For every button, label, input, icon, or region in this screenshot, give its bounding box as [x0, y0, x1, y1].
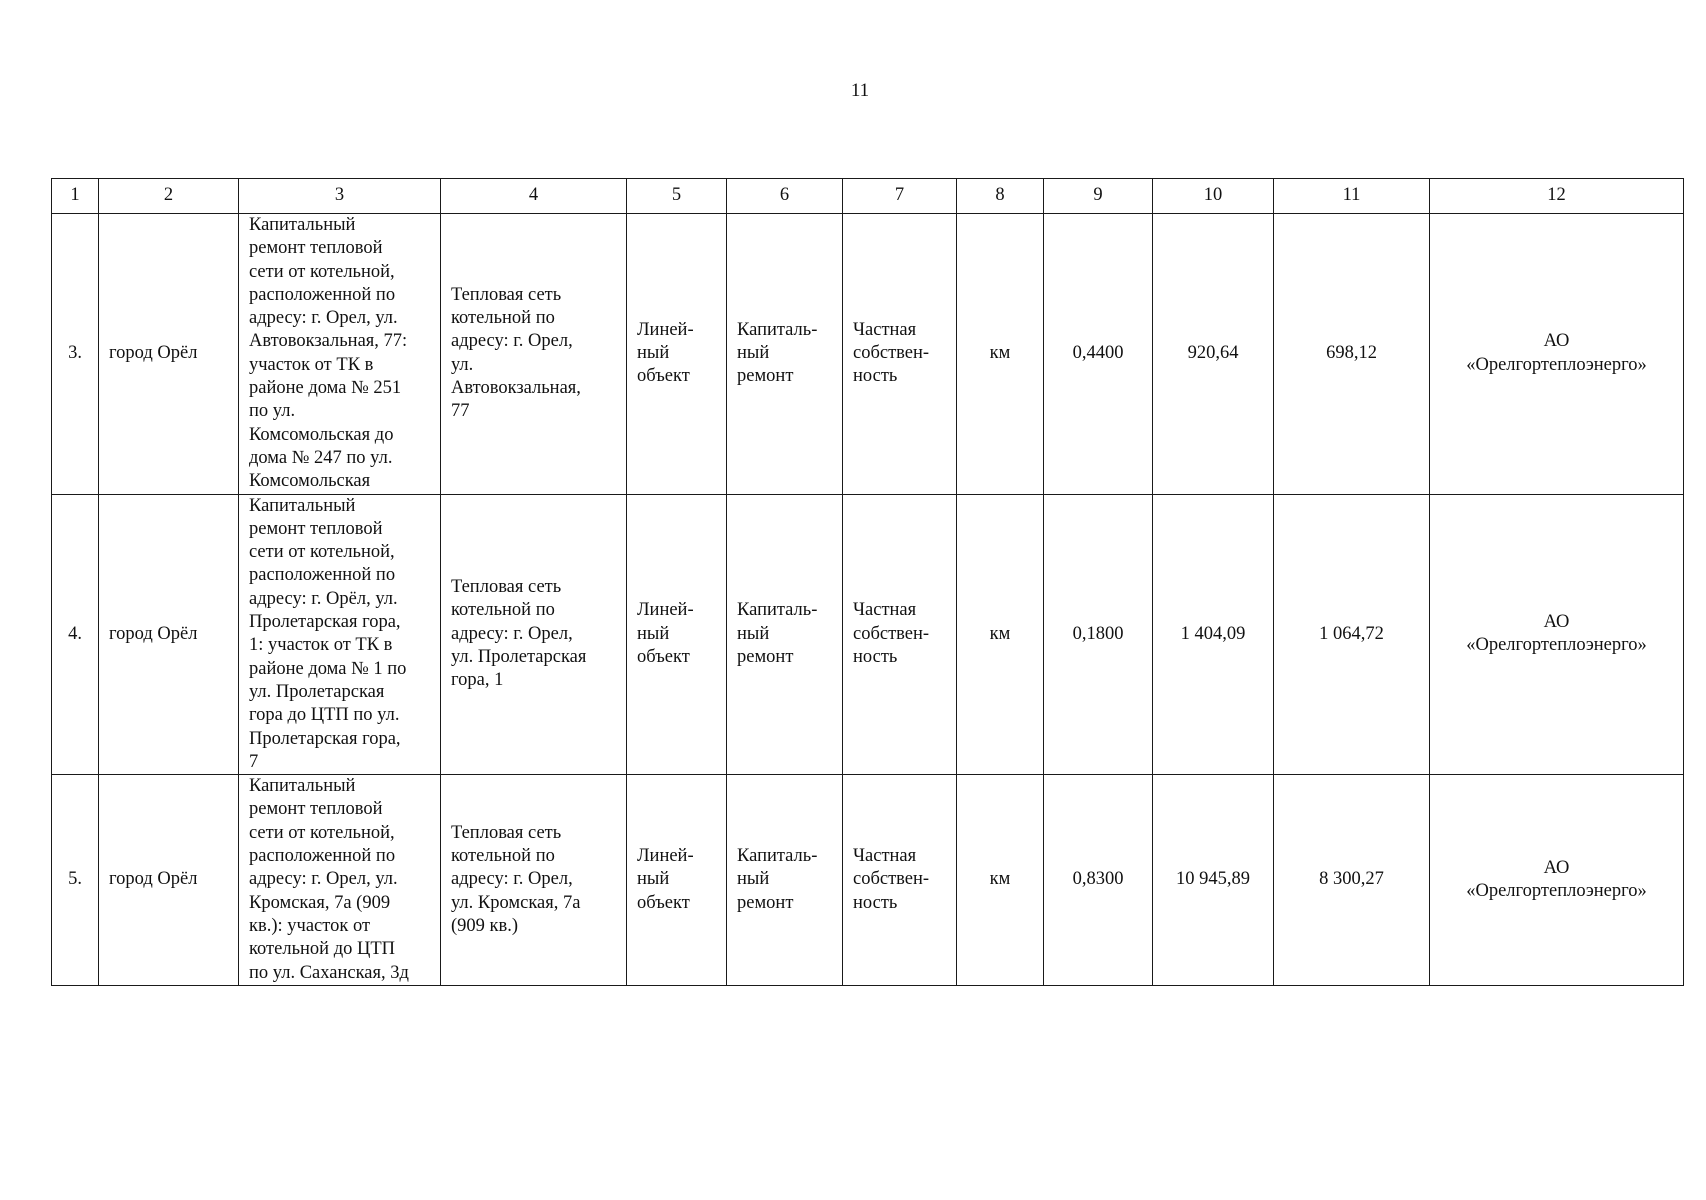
- work-description-line: гора до ЦТП по ул.: [249, 705, 400, 726]
- column-header: 9: [1044, 179, 1153, 214]
- work-description-line: Капитальный: [249, 495, 356, 516]
- object-line: котельной по: [451, 846, 555, 867]
- work-kind-cell: [727, 494, 843, 775]
- object-type-line: объект: [637, 892, 690, 913]
- object-line: ул. Кромская, 7а: [451, 892, 581, 913]
- work-description-line: расположенной по: [249, 284, 396, 305]
- work-kind-line: ремонт: [737, 892, 794, 913]
- work-kind-line: Капиталь-: [737, 846, 818, 867]
- ownership-line: ность: [853, 892, 898, 913]
- length-cell: 0,4400: [1044, 214, 1153, 495]
- cost-part-cell: 8 300,27: [1274, 775, 1430, 986]
- work-description-cell: [239, 494, 441, 775]
- cost-part-cell: 1 064,72: [1274, 494, 1430, 775]
- object-cell: [441, 775, 627, 986]
- object-line: ул. Пролетарская: [451, 646, 587, 667]
- organization-cell: [1430, 494, 1684, 775]
- work-description-line: 1: участок от ТК в: [249, 635, 393, 656]
- ownership-line: собствен-: [853, 869, 930, 890]
- work-description-line: ремонт тепловой: [249, 518, 383, 539]
- cost-part-cell: 698,12: [1274, 214, 1430, 495]
- work-description-line: Капитальный: [249, 215, 356, 235]
- work-description-line: Пролетарская гора,: [249, 728, 401, 749]
- organization-cell: [1430, 214, 1684, 495]
- object-line: адресу: г. Орел,: [451, 869, 573, 890]
- object-type-line: ный: [637, 869, 670, 890]
- work-description-line: адресу: г. Орел, ул.: [249, 308, 398, 329]
- city-cell: город Орёл: [99, 494, 239, 775]
- column-header: 12: [1430, 179, 1684, 214]
- work-kind-line: ремонт: [737, 646, 794, 667]
- column-header: 1: [52, 179, 99, 214]
- object-type-line: Линей-: [637, 600, 694, 621]
- work-kind-line: ный: [737, 623, 770, 644]
- ownership-line: Частная: [853, 846, 917, 867]
- organization-cell: [1430, 775, 1684, 986]
- work-description-line: расположенной по: [249, 565, 396, 586]
- object-line: адресу: г. Орел,: [451, 331, 573, 352]
- object-cell: [441, 214, 627, 495]
- object-line: Тепловая сеть: [451, 822, 562, 843]
- object-type-line: объект: [637, 646, 690, 667]
- object-line: котельной по: [451, 600, 555, 621]
- column-header: 8: [957, 179, 1044, 214]
- column-header: 11: [1274, 179, 1430, 214]
- cost-total-cell: 920,64: [1153, 214, 1274, 495]
- object-type-line: Линей-: [637, 319, 694, 340]
- work-kind-line: Капиталь-: [737, 319, 818, 340]
- work-kind-line: ремонт: [737, 366, 794, 387]
- column-header: 6: [727, 179, 843, 214]
- object-line: Тепловая сеть: [451, 577, 562, 598]
- work-description-line: Кромская, 7а (909: [249, 892, 391, 913]
- object-line: котельной по: [451, 308, 555, 329]
- object-type-line: Линей-: [637, 846, 694, 867]
- object-type-line: объект: [637, 366, 690, 387]
- ownership-line: ность: [853, 366, 898, 387]
- work-description-line: кв.): участок от: [249, 915, 371, 936]
- work-description-line: котельной до ЦТП: [249, 939, 396, 960]
- work-description-line: ремонт тепловой: [249, 238, 383, 259]
- work-description-cell: [239, 775, 441, 986]
- work-kind-cell: [727, 214, 843, 495]
- cost-total-cell: 10 945,89: [1153, 775, 1274, 986]
- table-row: [52, 214, 1684, 495]
- organization-line: «Орелгортеплоэнерго»: [1466, 354, 1647, 375]
- organization-line: «Орелгортеплоэнерго»: [1466, 635, 1647, 656]
- ownership-line: ность: [853, 646, 898, 667]
- cost-total-cell: 1 404,09: [1153, 494, 1274, 775]
- work-description-line: сети от котельной,: [249, 261, 395, 282]
- object-type-cell: [627, 214, 727, 495]
- object-cell: [441, 494, 627, 775]
- city-cell: город Орёл: [99, 214, 239, 495]
- table-row: [52, 775, 1684, 986]
- work-kind-line: ный: [737, 869, 770, 890]
- work-description-line: районе дома № 1 по: [249, 658, 407, 679]
- ownership-line: собствен-: [853, 343, 930, 364]
- ownership-line: собствен-: [853, 623, 930, 644]
- work-description-line: ул. Пролетарская: [249, 681, 385, 702]
- city-cell: город Орёл: [99, 775, 239, 986]
- column-header: 2: [99, 179, 239, 214]
- work-description-line: районе дома № 251: [249, 378, 402, 399]
- work-description-line: Автовокзальная, 77:: [249, 331, 408, 352]
- row-number-cell: 5.: [52, 775, 99, 986]
- column-header: 3: [239, 179, 441, 214]
- unit-cell: км: [957, 214, 1044, 495]
- object-line: адресу: г. Орел,: [451, 623, 573, 644]
- work-description-line: участок от ТК в: [249, 354, 374, 375]
- work-description-line: Капитальный: [249, 776, 356, 797]
- work-description-line: расположенной по: [249, 846, 396, 867]
- table-header: [52, 179, 1684, 214]
- organization-line: АО: [1543, 612, 1570, 633]
- object-line: гора, 1: [451, 670, 504, 691]
- work-description-line: сети от котельной,: [249, 822, 395, 843]
- work-description-line: ремонт тепловой: [249, 799, 383, 820]
- object-line: (909 кв.): [451, 915, 519, 936]
- ownership-line: Частная: [853, 319, 917, 340]
- object-type-line: ный: [637, 343, 670, 364]
- length-cell: 0,1800: [1044, 494, 1153, 775]
- object-line: Автовокзальная,: [451, 378, 581, 399]
- work-kind-line: Капиталь-: [737, 600, 818, 621]
- work-description-line: по ул.: [249, 401, 296, 422]
- organization-line: АО: [1543, 331, 1570, 352]
- header-row: [52, 179, 1684, 214]
- ownership-cell: [843, 494, 957, 775]
- column-header: 10: [1153, 179, 1274, 214]
- object-line: 77: [451, 401, 470, 422]
- ownership-cell: [843, 214, 957, 495]
- work-description-line: сети от котельной,: [249, 542, 395, 563]
- object-line: Тепловая сеть: [451, 284, 562, 305]
- column-header: 7: [843, 179, 957, 214]
- work-kind-cell: [727, 775, 843, 986]
- object-type-cell: [627, 494, 727, 775]
- table-row: [52, 494, 1684, 775]
- object-type-cell: [627, 775, 727, 986]
- row-number-cell: 3.: [52, 214, 99, 495]
- table-body: [52, 214, 1684, 986]
- length-cell: 0,8300: [1044, 775, 1153, 986]
- column-header: 5: [627, 179, 727, 214]
- column-header: 4: [441, 179, 627, 214]
- ownership-line: Частная: [853, 600, 917, 621]
- work-kind-line: ный: [737, 343, 770, 364]
- repair-plan-table: [51, 178, 1684, 986]
- row-number-cell: 4.: [52, 494, 99, 775]
- page-number: 11: [850, 80, 870, 101]
- object-type-line: ный: [637, 623, 670, 644]
- work-description-line: адресу: г. Орёл, ул.: [249, 588, 398, 609]
- work-description-line: Комсомольская: [249, 471, 371, 492]
- object-line: ул.: [451, 354, 474, 375]
- work-description-line: Пролетарская гора,: [249, 612, 401, 633]
- organization-line: АО: [1543, 857, 1570, 878]
- work-description-line: Комсомольская до: [249, 424, 394, 445]
- unit-cell: км: [957, 775, 1044, 986]
- work-description-line: 7: [249, 751, 259, 772]
- ownership-cell: [843, 775, 957, 986]
- organization-line: «Орелгортеплоэнерго»: [1466, 880, 1647, 901]
- work-description-line: адресу: г. Орел, ул.: [249, 869, 398, 890]
- work-description-cell: [239, 214, 441, 495]
- work-description-line: по ул. Саханская, 3д: [249, 962, 409, 983]
- work-description-line: дома № 247 по ул.: [249, 447, 393, 468]
- unit-cell: км: [957, 494, 1044, 775]
